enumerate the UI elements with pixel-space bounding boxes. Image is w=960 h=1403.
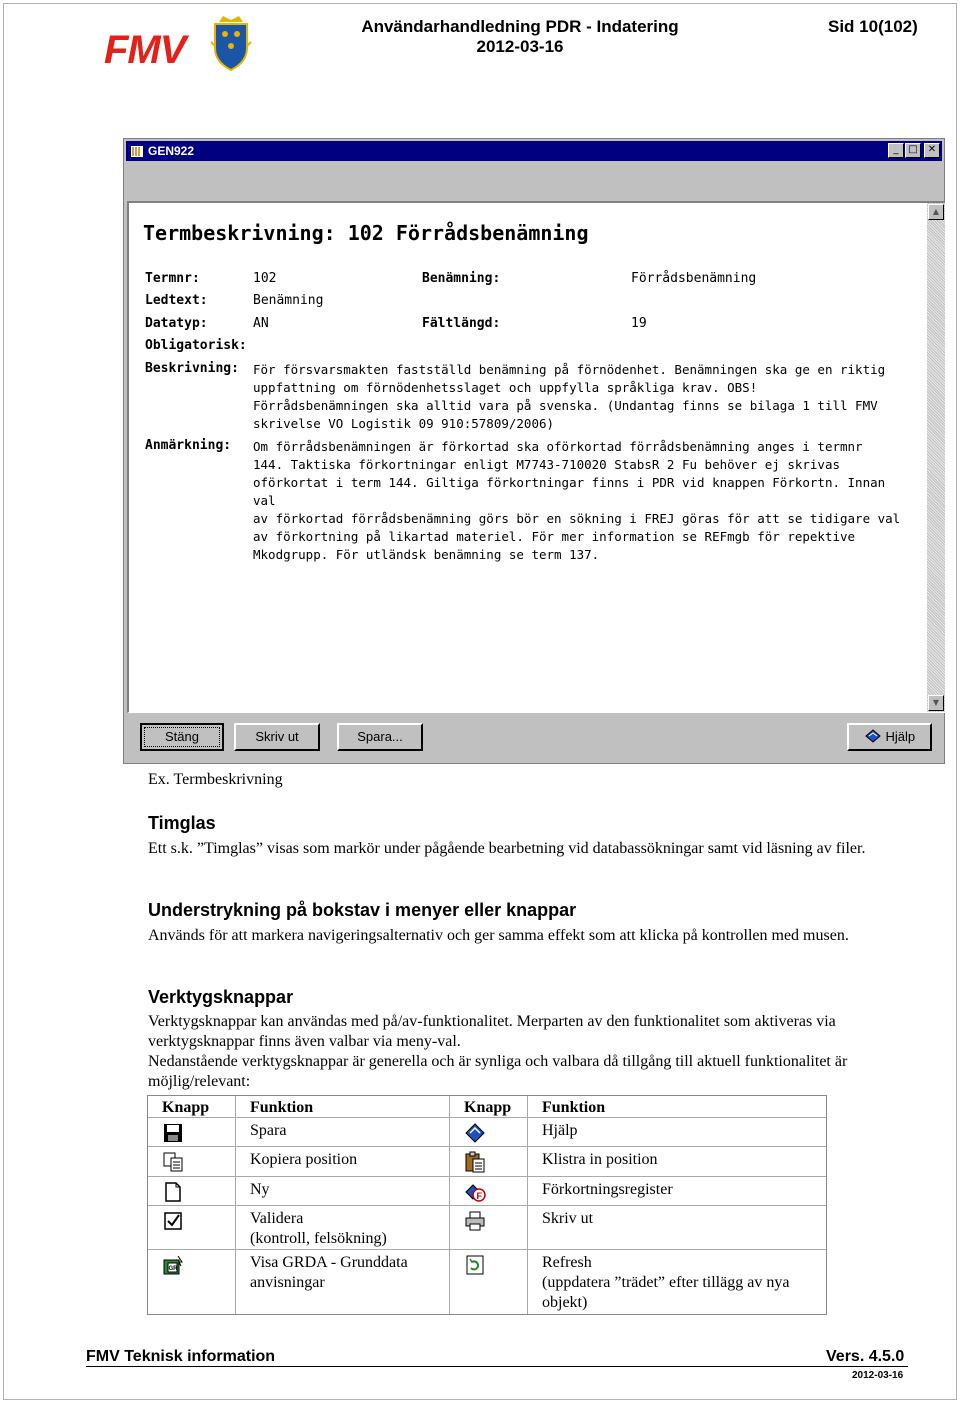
col-header-knapp: Knapp xyxy=(148,1096,236,1117)
faltlangd-value: 19 xyxy=(631,316,647,331)
datatyp-value: AN xyxy=(253,316,269,331)
document-date: 2012-03-16 xyxy=(476,37,564,56)
fmv-logo-text: FMV xyxy=(104,28,186,72)
footer-left: FMV Teknisk information xyxy=(86,1348,276,1365)
app-window xyxy=(123,138,945,764)
obligatorisk-label: Obligatorisk: xyxy=(145,338,247,353)
table-row xyxy=(148,1147,826,1177)
benamning-value: Förrådsbenämning xyxy=(631,271,757,286)
app-icon xyxy=(130,144,144,158)
maximize-button[interactable]: □ xyxy=(905,143,921,158)
term-description-panel xyxy=(127,201,945,713)
scroll-down-icon[interactable]: ▼ xyxy=(928,695,944,711)
printer-icon xyxy=(464,1210,486,1232)
paste-clipboard-icon xyxy=(464,1151,486,1173)
heading-timglas: Timglas xyxy=(148,813,216,833)
heading-verktygsknappar: Verktygsknappar xyxy=(148,987,294,1007)
grda-info-icon xyxy=(162,1254,184,1276)
function-hjalp: Hjälp xyxy=(542,1122,578,1139)
footer-date: 2012-03-16 xyxy=(852,1370,904,1381)
abbreviation-register-icon xyxy=(464,1181,486,1203)
table-row xyxy=(148,1250,826,1314)
function-skriv-ut: Skriv ut xyxy=(542,1210,594,1227)
faltlangd-label: Fältlängd: xyxy=(422,316,501,331)
close-button[interactable]: ✕ xyxy=(924,143,940,158)
close-window-button[interactable]: Stäng xyxy=(140,723,224,751)
beskrivning-text: För försvarsmakten fastställd benämning på förnödenhet. Benämningen ska ge en riktig uppfattning om förnödenhetsslaget och uppfylla språkliga krav. OBS! Förrådsbenämningen ska alltid vara på svenska. (Undantag finns se bilaga 1 till FMV skrivelse VO Logistik 09 910:57809/2006) xyxy=(253,362,886,431)
col-header-funktion: Funktion xyxy=(236,1096,450,1117)
anmarkning-label: Anmärkning: xyxy=(145,438,232,453)
function-kopiera-position: Kopiera position xyxy=(236,1147,450,1176)
anmarkning-text: Om förrådsbenämningen är förkortad ska oförkortad förrådsbenämning anges i termnr 144. Taktiska förkortningar enligt M7743-710020 StabsR 2 Fu behöver ej skrivas oförkortat i term 144. Giltiga förkortningar finns i PDR vid knappen Förkortn. Innan val av förkortad förrådsbenämning görs bör en sökning i FREJ göras för att se tidigare val av förkortning på likartad materiel. För mer information se REFmgb för repektive Mkodgrupp. För utländsk benämning se term 137. xyxy=(253,439,901,562)
window-title: GEN922 xyxy=(148,144,195,158)
function-refresh: Refresh (uppdatera ”trädet” efter tillägg av nya objekt) xyxy=(542,1254,790,1311)
help-book-icon xyxy=(864,729,882,743)
help-button[interactable] xyxy=(847,723,932,751)
help-button-label: Hjälp xyxy=(885,729,916,744)
document-title: Användarhandledning PDR - Indatering xyxy=(361,17,679,36)
benamning-label: Benämning: xyxy=(422,271,501,286)
footer-divider xyxy=(86,1366,908,1367)
footer-version: Vers. 4.5.0 xyxy=(826,1348,905,1365)
copy-icon xyxy=(162,1151,184,1173)
scroll-up-icon[interactable]: ▲ xyxy=(928,204,944,220)
table-row xyxy=(148,1118,826,1147)
svg-text:GR: GR xyxy=(168,1266,178,1272)
save-button[interactable]: Spara... xyxy=(337,723,423,751)
function-forkortningsregister: Förkortningsregister xyxy=(542,1181,673,1198)
svg-text:F: F xyxy=(476,1191,482,1201)
col-header-funktion-2: Funktion xyxy=(542,1099,606,1116)
table-row xyxy=(148,1206,826,1250)
save-floppy-icon xyxy=(162,1122,184,1144)
table-row xyxy=(148,1177,826,1206)
crown-shield-icon xyxy=(209,12,253,74)
heading-understrykning: Understrykning på bokstav i menyer eller knappar xyxy=(148,900,577,920)
datatyp-label: Datatyp: xyxy=(145,316,208,331)
validate-check-icon xyxy=(162,1210,184,1232)
minimize-button[interactable]: _ xyxy=(888,143,904,158)
function-ny: Ny xyxy=(236,1177,450,1205)
term-heading: Termbeskrivning: 102 Förrådsbenämning xyxy=(143,221,589,245)
paragraph-understrykning: Används för att markera navigeringsalternativ och ger samma effekt som att klicka på kontrollen med musen. xyxy=(148,927,849,944)
figure-caption: Ex. Termbeskrivning xyxy=(148,771,283,788)
function-spara: Spara xyxy=(236,1118,450,1146)
page-number: Sid 10(102) xyxy=(828,17,918,36)
table-header-row xyxy=(148,1096,826,1118)
vertical-scrollbar[interactable] xyxy=(927,203,945,712)
ledtext-value: Benämning xyxy=(253,293,324,308)
paragraph-verktygsknappar-2: Nedanstående verktygsknappar är generella och är synliga och valbara då tillgång till aktuell funktionalitet är möjlig/relevant: xyxy=(148,1053,848,1090)
new-document-icon xyxy=(162,1181,184,1203)
ledtext-label: Ledtext: xyxy=(145,293,208,308)
document-header xyxy=(320,17,720,57)
toolbar-buttons-table xyxy=(147,1095,827,1315)
termnr-label: Termnr: xyxy=(145,271,200,286)
function-validera: Validera (kontroll, felsökning) xyxy=(236,1206,450,1249)
col-header-knapp-2: Knapp xyxy=(450,1096,528,1117)
print-button[interactable]: Skriv ut xyxy=(234,723,320,751)
termnr-value: 102 xyxy=(253,271,277,286)
function-visa-grda: Visa GRDA - Grunddata anvisningar xyxy=(236,1250,450,1314)
fmv-logo xyxy=(104,12,254,74)
beskrivning-label: Beskrivning: xyxy=(145,361,239,376)
refresh-icon xyxy=(464,1254,486,1276)
window-titlebar xyxy=(126,141,942,161)
help-book-icon xyxy=(464,1122,486,1144)
function-klistra-in-position: Klistra in position xyxy=(542,1151,658,1168)
paragraph-verktygsknappar-1: Verktygsknappar kan användas med på/av-funktionalitet. Merparten av den funktionalitet som aktiveras via verktygsknappar finns även valbar via meny-val. xyxy=(148,1013,836,1050)
paragraph-timglas: Ett s.k. ”Timglas” visas som markör under pågående bearbetning vid databassökningar samt vid läsning av filer. xyxy=(148,840,866,857)
